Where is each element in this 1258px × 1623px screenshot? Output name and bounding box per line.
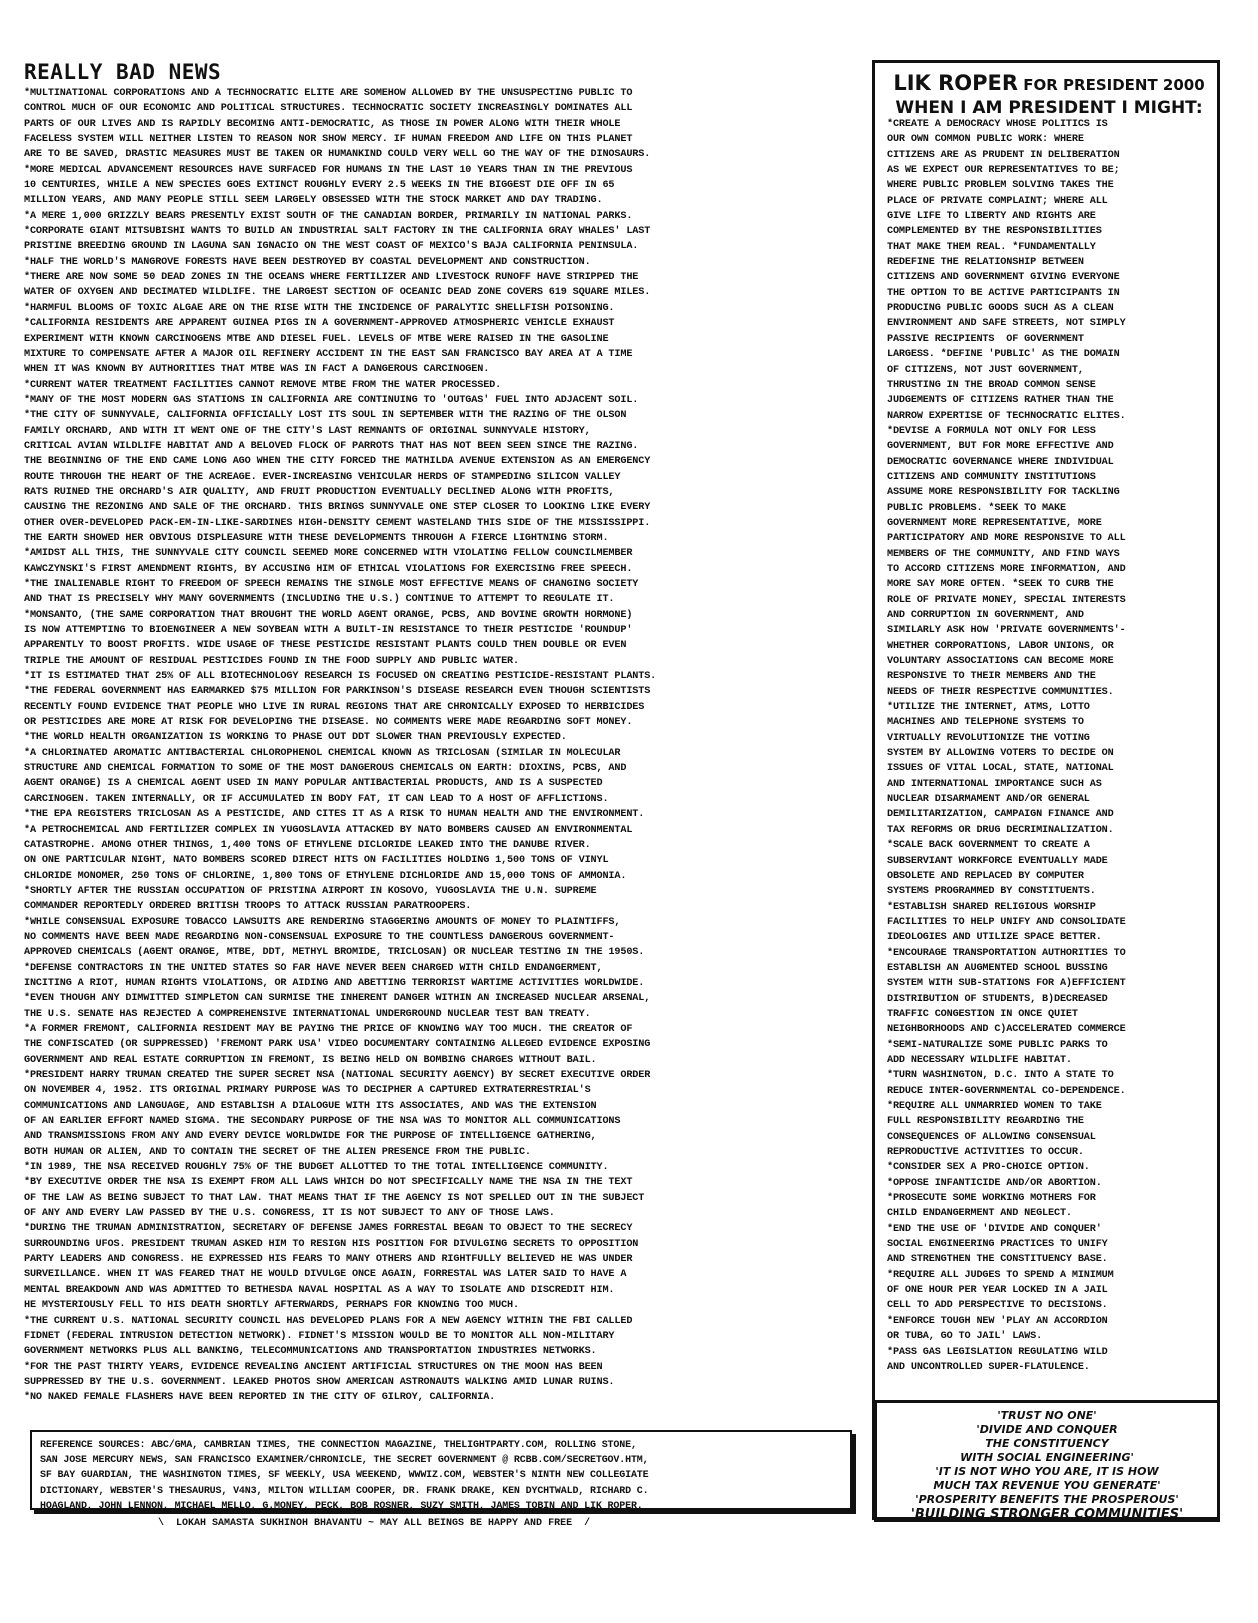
news-line: APPROVED CHEMICALS (AGENT ORANGE, MTBE, DDT, METHYL BROMIDE, TRICLOSAN) OR NUCLEAR TESTING IN THE 1950S.: [24, 947, 645, 959]
platform-line: TO ACCORD CITIZENS MORE INFORMATION, AND: [887, 563, 1126, 575]
platform-list: [887, 117, 1215, 1375]
platform-line: IDEOLOGIES AND UTILIZE SPACE BETTER.: [887, 932, 1102, 944]
campaign-title-rest: FOR PRESIDENT 2000: [1018, 76, 1205, 94]
news-line: AND THAT IS PRECISELY WHY MANY GOVERNMENTS (INCLUDING THE U.S.) CONTINUE TO ATTEMPT TO REGULATE IT.: [24, 594, 615, 606]
news-line: *DURING THE TRUMAN ADMINISTRATION, SECRETARY OF DEFENSE JAMES FORRESTAL BEGAN TO OBJECT TO THE SECRECY: [24, 1223, 633, 1235]
news-line: PARTS OF OUR LIVES AND IS RAPIDLY BECOMING ANTI-DEMOCRATIC, AS THOSE IN POWER ALONG WITH THEIR WHOLE: [24, 118, 621, 130]
platform-line: OR TUBA, GO TO JAIL' LAWS.: [887, 1331, 1043, 1343]
platform-line: SYSTEMS PROGRAMMED BY CONSTITUENTS.: [887, 886, 1096, 898]
reference-line: DICTIONARY, WEBSTER'S THESAURUS, V4N3, MILTON WILLIAM COOPER, DR. FRANK DRAKE, KEN DYCHTWALD, RICHARD C.: [40, 1485, 649, 1497]
news-line: *MONSANTO, (THE SAME CORPORATION THAT BROUGHT THE WORLD AGENT ORANGE, PCBS, AND BOVINE GROWTH HORMONE): [24, 609, 633, 621]
news-line: COMMUNICATIONS AND LANGUAGE, AND ESTABLISH A DIALOGUE WITH ITS ASSOCIATES, AND WAS THE EXTENSION: [24, 1100, 597, 1112]
platform-line: ESTABLISH AN AUGMENTED SCHOOL BUSSING: [887, 962, 1108, 974]
news-line: *SHORTLY AFTER THE RUSSIAN OCCUPATION OF PRISTINA AIRPORT IN KOSOVO, YUGOSLAVIA THE U.N. SUPREME: [24, 885, 597, 897]
platform-line: SUBSERVIANT WORKFORCE EVENTUALLY MADE: [887, 855, 1108, 867]
news-line: ROUTE THROUGH THE HEART OF THE ACREAGE. EVER-INCREASING VEHICULAR HERDS OF STAMPEDING SILICON VALLEY: [24, 471, 621, 483]
platform-line: OF CITIZENS, NOT JUST GOVERNMENT,: [887, 364, 1084, 376]
platform-line: PLACE OF PRIVATE COMPLAINT; WHERE ALL: [887, 195, 1108, 207]
news-line: ON NOVEMBER 4, 1952. ITS ORIGINAL PRIMARY PURPOSE WAS TO DECIPHER A CAPTURED EXTRATERRESTRIAL'S: [24, 1085, 591, 1097]
news-line: *HARMFUL BLOOMS OF TOXIC ALGAE ARE ON THE RISE WITH THE INCIDENCE OF PARALYTIC SHELLFISH POISONING.: [24, 302, 615, 314]
platform-line: TRAFFIC CONGESTION IN ONCE QUIET: [887, 1008, 1078, 1020]
reference-line: HOAGLAND, JOHN LENNON, MICHAEL MELLO, G.MONEY, PECK, BOB ROSNER, SUZY SMITH, JAMES TOBIN AND LIK ROPER.: [40, 1500, 643, 1512]
platform-line: NEEDS OF THEIR RESPECTIVE COMMUNITIES.: [887, 686, 1114, 698]
platform-line: NARROW EXPERTISE OF TECHNOCRATIC ELITES.: [887, 410, 1126, 422]
platform-line: LARGESS. *DEFINE 'PUBLIC' AS THE DOMAIN: [887, 349, 1120, 361]
news-line: *A MERE 1,000 GRIZZLY BEARS PRESENTLY EXIST SOUTH OF THE CANADIAN BORDER, PRIMARILY IN NATIONAL PARKS.: [24, 210, 633, 222]
candidate-name: LIK ROPER: [893, 71, 1019, 95]
news-line: *FOR THE PAST THIRTY YEARS, EVIDENCE REVEALING ANCIENT ARTIFICIAL STRUCTURES ON THE MOON HAS BEEN: [24, 1361, 603, 1373]
news-line: WHEN IT WAS KNOWN BY AUTHORITIES THAT MTBE WAS IN FACT A DANGEROUS CARCINOGEN.: [24, 364, 490, 376]
platform-line: AND UNCONTROLLED SUPER-FLATULENCE.: [887, 1361, 1090, 1373]
news-line: OTHER OVER-DEVELOPED PACK-EM-IN-LIKE-SARDINES HIGH-DENSITY CEMENT WASTELAND THIS SIDE OF THE MISSISSIPPI.: [24, 517, 651, 529]
platform-line: *UTILIZE THE INTERNET, ATMS, LOTTO: [887, 702, 1090, 714]
sidebar-header: [889, 71, 1209, 119]
platform-line: CITIZENS ARE AS PRUDENT IN DELIBERATION: [887, 149, 1120, 161]
platform-line: *CONSIDER SEX A PRO-CHOICE OPTION.: [887, 1162, 1090, 1174]
news-line: *MULTINATIONAL CORPORATIONS AND A TECHNOCRATIC ELITE ARE SOMEHOW ALLOWED BY THE UNSUSPECTING PUBLIC TO: [24, 88, 633, 99]
platform-line: THE OPTION TO BE ACTIVE PARTICIPANTS IN: [887, 287, 1120, 299]
news-line: EXPERIMENT WITH KNOWN CARCINOGENS MTBE AND DIESEL FUEL. LEVELS OF MTBE WERE RAISED IN THE GASOLINE: [24, 333, 609, 345]
reference-sources-box: [30, 1430, 852, 1510]
news-line: INCITING A RIOT, HUMAN RIGHTS VIOLATIONS, OR AIDING AND ABETTING TERRORIST WARTIME ACTIVITIES WORLDWIDE.: [24, 977, 645, 989]
platform-line: SYSTEM WITH SUB-STATIONS FOR A)EFFICIENT: [887, 978, 1126, 990]
news-line: CRITICAL AVIAN WILDLIFE HABITAT AND A BELOVED FLOCK OF PARROTS THAT HAS NOT BEEN SEEN SINCE THE RAZING.: [24, 440, 639, 452]
news-line: *EVEN THOUGH ANY DIMWITTED SIMPLETON CAN SURMISE THE INHERENT DANGER WITHIN AN INCREASED NUCLEAR ARSENAL,: [24, 993, 651, 1005]
platform-line: SYSTEM BY ALLOWING VOTERS TO DECIDE ON: [887, 748, 1114, 760]
news-line: MIXTURE TO COMPENSATE AFTER A MAJOR OIL REFINERY ACCIDENT IN THE EAST SAN FRANCISCO BAY AREA AT A TIME: [24, 348, 633, 360]
news-body: [24, 86, 860, 1406]
news-line: *THE INALIENABLE RIGHT TO FREEDOM OF SPEECH REMAINS THE SINGLE MOST EFFECTIVE MEANS OF CHANGING SOCIETY: [24, 579, 639, 590]
platform-line: CHILD ENDANGERMENT AND NEGLECT.: [887, 1208, 1072, 1220]
platform-line: REDUCE INTER-GOVERNMENTAL CO-DEPENDENCE.: [887, 1085, 1126, 1097]
platform-line: *END THE USE OF 'DIVIDE AND CONQUER': [887, 1223, 1102, 1235]
platform-line: *ENFORCE TOUGH NEW 'PLAY AN ACCORDION: [887, 1315, 1108, 1327]
news-line: *THE EPA REGISTERS TRICLOSAN AS A PESTICIDE, AND CITES IT AS A RISK TO HUMAN HEALTH AND THE ENVIRONMENT.: [24, 809, 645, 821]
news-line: PARTY LEADERS AND CONGRESS. HE EXPRESSED HIS FEARS TO MANY OTHERS AND RIGHTFULLY BELIEVED HE WAS UNDER: [24, 1254, 633, 1266]
platform-line: PASSIVE RECIPIENTS OF GOVERNMENT: [887, 333, 1084, 345]
platform-line: REPRODUCTIVE ACTIVITIES TO OCCUR.: [887, 1147, 1084, 1159]
news-line: *THE CURRENT U.S. NATIONAL SECURITY COUNCIL HAS DEVELOPED PLANS FOR A NEW AGENCY WITHIN THE FBI CALLED: [24, 1315, 633, 1327]
platform-line: WHERE PUBLIC PROBLEM SOLVING TAKES THE: [887, 180, 1114, 192]
news-line: THE EARTH SHOWED HER OBVIOUS DISPLEASURE WITH THESE DEVELOPMENTS THROUGH A FIERCE LIGHTNING STORM.: [24, 532, 609, 544]
footer-motto: \ LOKAH SAMASTA SUKHINOH BHAVANTU ~ MAY ALL BEINGS BE HAPPY AND FREE /: [158, 1518, 591, 1529]
platform-line: OBSOLETE AND REPLACED BY COMPUTER: [887, 870, 1084, 882]
platform-line: *SEMI-NATURALIZE SOME PUBLIC PARKS TO: [887, 1039, 1108, 1051]
platform-line: SOCIAL ENGINEERING PRACTICES TO UNIFY: [887, 1239, 1108, 1251]
platform-line: AND INTERNATIONAL IMPORTANCE SUCH AS: [887, 778, 1102, 790]
news-line: ARE TO BE SAVED, DRASTIC MEASURES MUST BE TAKEN OR HUMANKIND COULD VERY WELL GO THE WAY OF THE DINOSAURS.: [24, 149, 651, 161]
news-line: SURVEILLANCE. WHEN IT WAS FEARED THAT HE WOULD DIVULGE ONCE AGAIN, FORRESTAL WAS LATER SAID TO HAVE A: [24, 1269, 627, 1281]
page-title: REALLY BAD NEWS: [24, 60, 222, 84]
platform-line: *REQUIRE ALL JUDGES TO SPEND A MINIMUM: [887, 1269, 1114, 1281]
news-line: FIDNET (FEDERAL INTRUSION DETECTION NETWORK). FIDNET'S MISSION WOULD BE TO MONITOR ALL NON-MILITARY: [24, 1330, 615, 1342]
platform-line: ISSUES OF VITAL LOCAL, STATE, NATIONAL: [887, 763, 1114, 775]
news-line: THE U.S. SENATE HAS REJECTED A COMPREHENSIVE INTERNATIONAL UNDERGROUND NUCLEAR TEST BAN TREATY.: [24, 1008, 591, 1020]
news-line: *IN 1989, THE NSA RECEIVED ROUGHLY 75% OF THE BUDGET ALLOTTED TO THE TOTAL INTELLIGENCE COMMUNITY.: [24, 1162, 609, 1174]
news-line: ON ONE PARTICULAR NIGHT, NATO BOMBERS SCORED DIRECT HITS ON FACILITIES HOLDING 1,500 TONS OF VINYL: [24, 855, 609, 867]
news-line: 10 CENTURIES, WHILE A NEW SPECIES GOES EXTINCT ROUGHLY EVERY 2.5 WEEKS IN THE BIGGEST DIE OFF IN 65: [24, 180, 615, 192]
platform-line: DEMOCRATIC GOVERNANCE WHERE INDIVIDUAL: [887, 456, 1114, 468]
platform-line: *TURN WASHINGTON, D.C. INTO A STATE TO: [887, 1070, 1114, 1082]
news-line: CONTROL MUCH OF OUR ECONOMIC AND POLITICAL STRUCTURES. TECHNOCRATIC SOCIETY INCREASINGLY DOMINATES ALL: [24, 103, 633, 115]
news-line: MILLION YEARS, AND MANY PEOPLE STILL SEEM LARGELY OBSESSED WITH THE STOCK MARKET AND DAY TRADING.: [24, 195, 603, 207]
reference-line: SF BAY GUARDIAN, THE WASHINGTON TIMES, SF WEEKLY, USA WEEKEND, WWWIZ.COM, WEBSTER'S NINTH NEW COLLEGIATE: [40, 1470, 649, 1482]
news-line: *HALF THE WORLD'S MANGROVE FORESTS HAVE BEEN DESTROYED BY COASTAL DEVELOPMENT AND CONSTRUCTION.: [24, 256, 591, 268]
news-line: *IT IS ESTIMATED THAT 25% OF ALL BIOTECHNOLOGY RESEARCH IS FOCUSED ON CREATING PESTICIDE-RESISTANT PLANTS.: [24, 671, 657, 683]
news-line: GOVERNMENT AND REAL ESTATE CORRUPTION IN FREMONT, IS BEING HELD ON BOMBING CHARGES WITHOUT BAIL.: [24, 1054, 597, 1066]
platform-line: *OPPOSE INFANTICIDE AND/OR ABORTION.: [887, 1177, 1102, 1189]
news-line: *WHILE CONSENSUAL EXPOSURE TOBACCO LAWSUITS ARE RENDERING STAGGERING AMOUNTS OF MONEY TO PLAINTIFFS,: [24, 916, 621, 928]
news-line: *DEFENSE CONTRACTORS IN THE UNITED STATES SO FAR HAVE NEVER BEEN CHARGED WITH CHILD ENDANGERMENT,: [24, 962, 603, 974]
platform-line: ENVIRONMENT AND SAFE STREETS, NOT SIMPLY: [887, 318, 1126, 330]
news-line: *A CHLORINATED AROMATIC ANTIBACTERIAL CHLOROPHENOL CHEMICAL KNOWN AS TRICLOSAN (SIMILAR IN MOLECULAR: [24, 747, 621, 759]
platform-line: FULL RESPONSIBILITY REGARDING THE: [887, 1116, 1084, 1128]
platform-line: NUCLEAR DISARMAMENT AND/OR GENERAL: [887, 794, 1090, 806]
news-line: *NO NAKED FEMALE FLASHERS HAVE BEEN REPORTED IN THE CITY OF GILROY, CALIFORNIA.: [24, 1392, 496, 1404]
platform-line: THAT MAKE THEM REAL. *FUNDAMENTALLY: [887, 241, 1096, 253]
news-line: FACELESS SYSTEM WILL NEITHER LISTEN TO REASON NOR SHOW MERCY. IF HUMAN FREEDOM AND LIFE ON THIS PLANET: [24, 134, 633, 146]
platform-line: PRODUCING PUBLIC GOODS SUCH AS A CLEAN: [887, 303, 1114, 315]
platform-line: VOLUNTARY ASSOCIATIONS CAN BECOME MORE: [887, 656, 1114, 668]
news-line: *AMIDST ALL THIS, THE SUNNYVALE CITY COUNCIL SEEMED MORE CONCERNED WITH VIOLATING FELLOW COUNCILMEMBER: [24, 548, 633, 560]
news-line: TRIPLE THE AMOUNT OF RESIDUAL PESTICIDES FOUND IN THE FOOD SUPPLY AND PUBLIC WATER.: [24, 655, 519, 667]
platform-line: PUBLIC PROBLEMS. *SEEK TO MAKE: [887, 502, 1066, 514]
news-line: FAMILY ORCHARD, AND WITH IT WENT ONE OF THE CITY'S LAST REMNANTS OF ORIGINAL SUNNYVALE HISTORY,: [24, 425, 591, 437]
platform-line: AND STRENGTHEN THE CONSTITUENCY BASE.: [887, 1254, 1108, 1266]
platform-line: ASSUME MORE RESPONSIBILITY FOR TACKLING: [887, 487, 1120, 499]
news-line: THE CONFISCATED (OR SUPPRESSED) 'FREMONT PARK USA' VIDEO DOCUMENTARY CONTAINING ALLEGED EVIDENCE EXPOSING: [24, 1039, 651, 1051]
news-line: CAUSING THE REZONING AND SALE OF THE ORCHARD. THIS BRINGS SUNNYVALE ONE STEP CLOSER TO LOOKING LIKE EVERY: [24, 502, 651, 514]
platform-line: MEMBERS OF THE COMMUNITY, AND FIND WAYS: [887, 548, 1120, 560]
platform-line: CITIZENS AND COMMUNITY INSTITUTIONS: [887, 471, 1096, 483]
news-line: HE MYSTERIOUSLY FELL TO HIS DEATH SHORTLY AFTERWARDS, PERHAPS FOR KNOWING TOO MUCH.: [24, 1300, 519, 1312]
slogan-line: WITH SOCIAL ENGINEERING': [960, 1451, 1134, 1464]
news-line: RECENTLY FOUND EVIDENCE THAT PEOPLE WHO LIVE IN RURAL REGIONS THAT ARE CHRONICALLY EXPOSED TO HERBICIDES: [24, 701, 645, 713]
platform-line: *ESTABLISH SHARED RELIGIOUS WORSHIP: [887, 901, 1096, 913]
slogan-line: 'PROSPERITY BENEFITS THE PROSPEROUS': [915, 1493, 1179, 1506]
platform-line: GOVERNMENT MORE REPRESENTATIVE, MORE: [887, 517, 1102, 529]
news-line: *A PETROCHEMICAL AND FERTILIZER COMPLEX IN YUGOSLAVIA ATTACKED BY NATO BOMBERS CAUSED AN ENVIRONMENTAL: [24, 824, 633, 836]
platform-line: MORE SAY MORE OFTEN. *SEEK TO CURB THE: [887, 579, 1114, 591]
slogan-line: 'DIVIDE AND CONQUER: [976, 1423, 1118, 1436]
platform-line: OUR OWN COMMON PUBLIC WORK: WHERE: [887, 134, 1084, 146]
platform-line: JUDGEMENTS OF CITIZENS RATHER THAN THE: [887, 395, 1114, 407]
platform-line: *CREATE A DEMOCRACY WHOSE POLITICS IS: [887, 119, 1108, 130]
platform-line: REDEFINE THE RELATIONSHIP BETWEEN: [887, 257, 1084, 269]
slogan-line: 'IT IS NOT WHO YOU ARE, IT IS HOW: [935, 1465, 1159, 1478]
platform-line: CITIZENS AND GOVERNMENT GIVING EVERYONE: [887, 272, 1120, 284]
platform-line: TAX REFORMS OR DRUG DECRIMINALIZATION.: [887, 824, 1114, 836]
news-line: OF THE LAW AS BEING SUBJECT TO THAT LAW. THAT MEANS THAT IF THE AGENCY IS NOT SPELLED OUT IN THE SUBJECT: [24, 1192, 645, 1204]
platform-line: *REQUIRE ALL UNMARRIED WOMEN TO TAKE: [887, 1101, 1102, 1112]
news-line: KAWCZYNSKI'S FIRST AMENDMENT RIGHTS, BY ACCUSING HIM OF ETHICAL VIOLATIONS FOR EXERCISING FREE SPEECH.: [24, 563, 633, 575]
news-line: *BY EXECUTIVE ORDER THE NSA IS EXEMPT FROM ALL LAWS WHICH DO NOT SPECIFICALLY NAME THE NSA IN THE TEXT: [24, 1177, 633, 1189]
campaign-title: [889, 71, 1209, 97]
news-line: OR PESTICIDES ARE MORE AT RISK FOR DEVELOPING THE DISEASE. NO COMMENTS WERE MADE REGARDING SOFT MONEY.: [24, 717, 633, 729]
news-line: NO COMMENTS HAVE BEEN MADE REGARDING NON-CONSENSUAL EXPOSURE TO THE COUNTLESS DANGEROUS GOVERNMENT-: [24, 931, 615, 943]
news-line: COMMANDER REPORTEDLY ORDERED BRITISH TROOPS TO ATTACK RUSSIAN PARATROOPERS.: [24, 901, 472, 913]
news-line: AND TRANSMISSIONS FROM ANY AND EVERY DEVICE WORLDWIDE FOR THE PURPOSE OF INTELLIGENCE GATHERING,: [24, 1131, 597, 1143]
platform-line: COMPLEMENTED BY THE RESPONSIBILITIES: [887, 226, 1102, 238]
platform-line: GIVE LIFE TO LIBERTY AND RIGHTS ARE: [887, 211, 1096, 223]
news-line: SURROUNDING UFOS. PRESIDENT TRUMAN ASKED HIM TO RESIGN HIS POSITION FOR DIVULGING SECRETS TO OPPOSITION: [24, 1238, 639, 1250]
platform-line: AND CORRUPTION IN GOVERNMENT, AND: [887, 610, 1084, 621]
news-line: APPARENTLY TO BOOST PROFITS. WIDE USAGE OF THESE PESTICIDE RESISTANT PLANTS COULD THEN DOUBLE OR EVEN: [24, 640, 627, 652]
news-line: *PRESIDENT HARRY TRUMAN CREATED THE SUPER SECRET NSA (NATIONAL SECURITY AGENCY) BY SECRET EXECUTIVE ORDER: [24, 1070, 651, 1081]
news-line: *THE FEDERAL GOVERNMENT HAS EARMARKED $75 MILLION FOR PARKINSON'S DISEASE RESEARCH EVEN THOUGH SCIENTISTS: [24, 686, 651, 698]
platform-line: OF ONE HOUR PER YEAR LOCKED IN A JAIL: [887, 1285, 1108, 1297]
news-line: CATASTROPHE. AMONG OTHER THINGS, 1,400 TONS OF ETHYLENE DICLORIDE LEAKED INTO THE DANUBE RIVER.: [24, 839, 591, 851]
news-line: SUPPRESSED BY THE U.S. GOVERNMENT. LEAKED PHOTOS SHOW AMERICAN ASTRONAUTS WALKING AMID LUNAR RUINS.: [24, 1376, 615, 1388]
news-line: *THE CITY OF SUNNYVALE, CALIFORNIA OFFICIALLY LOST ITS SOUL IN SEPTEMBER WITH THE RAZING OF THE OLSON: [24, 410, 627, 422]
news-line: OF AN EARLIER EFFORT NAMED SIGMA. THE SECONDARY PURPOSE OF THE NSA WAS TO MONITOR ALL COMMUNICATIONS: [24, 1116, 621, 1128]
platform-line: WHETHER CORPORATIONS, LABOR UNIONS, OR: [887, 640, 1114, 652]
slogan-line: 'BUILDING STRONGER COMMUNITIES': [910, 1507, 1184, 1522]
slogan-line: 'TRUST NO ONE': [997, 1409, 1097, 1422]
news-line: *THE WORLD HEALTH ORGANIZATION IS WORKING TO PHASE OUT DDT SLOWER THAN PREVIOUSLY EXPECTED.: [24, 732, 567, 744]
platform-line: ROLE OF PRIVATE MONEY, SPECIAL INTERESTS: [887, 594, 1126, 606]
news-line: *MORE MEDICAL ADVANCEMENT RESOURCES HAVE SURFACED FOR HUMANS IN THE LAST 10 YEARS THAN IN THE PREVIOUS: [24, 164, 633, 176]
platform-line: *ENCOURAGE TRANSPORTATION AUTHORITIES TO: [887, 947, 1126, 959]
platform-line: SIMILARLY ASK HOW 'PRIVATE GOVERNMENTS'-: [887, 625, 1126, 637]
news-line: STRUCTURE AND CHEMICAL FORMATION TO SOME OF THE MOST DANGEROUS CHEMICALS ON EARTH: DIOXINS, PCBS, AND: [24, 763, 627, 775]
platform-line: RESPONSIVE TO THEIR MEMBERS AND THE: [887, 671, 1096, 683]
news-line: *A FORMER FREMONT, CALIFORNIA RESIDENT MAY BE PAYING THE PRICE OF KNOWING WAY TOO MUCH. THE CREATOR OF: [24, 1023, 633, 1035]
slogan-line: MUCH TAX REVENUE YOU GENERATE': [933, 1479, 1161, 1492]
news-line: *CURRENT WATER TREATMENT FACILITIES CANNOT REMOVE MTBE FROM THE WATER PROCESSED.: [24, 379, 502, 391]
platform-line: DISTRIBUTION OF STUDENTS, B)DECREASED: [887, 993, 1108, 1005]
news-line: *CORPORATE GIANT MITSUBISHI WANTS TO BUILD AN INDUSTRIAL SALT FACTORY IN THE CALIFORNIA GRAY WHALES' LAST: [24, 226, 651, 238]
news-line: CHLORIDE MONOMER, 250 TONS OF CHLORINE, 1,800 TONS OF ETHYLENE DICHLORIDE AND 15,000 TONS OF AMMONIA.: [24, 870, 627, 882]
news-line: *MANY OF THE MOST MODERN GAS STATIONS IN CALIFORNIA ARE CONTINUING TO 'OUTGAS' FUEL INTO ADJACENT SOIL.: [24, 394, 639, 406]
reference-line: SAN JOSE MERCURY NEWS, SAN FRANCISCO EXAMINER/CHRONICLE, THE SECRET GOVERNMENT @ RCBB.COM/SECRETGOV.HTM,: [40, 1455, 649, 1467]
news-line: MENTAL BREAKDOWN AND WAS ADMITTED TO BETHESDA NAVAL HOSPITAL AS A WAY TO ISOLATE AND DISCREDIT HIM.: [24, 1284, 615, 1296]
news-line: AGENT ORANGE) IS A CHEMICAL AGENT USED IN MANY POPULAR ANTIBACTERIAL PRODUCTS, AND IS A SUSPECTED: [24, 778, 603, 790]
platform-line: DEMILITARIZATION, CAMPAIGN FINANCE AND: [887, 809, 1114, 821]
platform-line: *PASS GAS LEGISLATION REGULATING WILD: [887, 1346, 1108, 1358]
platform-line: *DEVISE A FORMULA NOT ONLY FOR LESS: [887, 425, 1096, 437]
news-line: OF ANY AND EVERY LAW PASSED BY THE U.S. CONGRESS, IT IS NOT SUBJECT TO ANY OF THOSE LAWS.: [24, 1208, 555, 1220]
reference-line: REFERENCE SOURCES: ABC/GMA, CAMBRIAN TIMES, THE CONNECTION MAGAZINE, THELIGHTPARTY.COM, ROLLING STONE,: [40, 1440, 637, 1451]
campaign-sidebar: [872, 60, 1220, 1520]
news-line: *CALIFORNIA RESIDENTS ARE APPARENT GUINEA PIGS IN A GOVERNMENT-APPROVED ATMOSPHERIC VEHICLE EXHAUST: [24, 318, 615, 330]
news-line: RATS RUINED THE ORCHARD'S AIR QUALITY, AND FRUIT PRODUCTION EVENTUALLY DECLINED ALONG WITH PROFITS,: [24, 486, 615, 498]
platform-line: FACILITIES TO HELP UNIFY AND CONSOLIDATE: [887, 916, 1126, 928]
news-line: BOTH HUMAN OR ALIEN, AND TO CONTAIN THE SECRET OF THE ALIEN PRESENCE FROM THE PUBLIC.: [24, 1146, 531, 1158]
news-line: THE BEGINNING OF THE END CAME LONG AGO WHEN THE CITY FORCED THE MATHILDA AVENUE EXTENSION AS AN EMERGENCY: [24, 456, 651, 468]
platform-line: VIRTUALLY REVOLUTIONIZE THE VOTING: [887, 732, 1090, 744]
platform-line: CONSEQUENCES OF ALLOWING CONSENSUAL: [887, 1131, 1096, 1143]
campaign-subtitle: WHEN I AM PRESIDENT I MIGHT:: [895, 98, 1203, 118]
platform-line: GOVERNMENT, BUT FOR MORE EFFECTIVE AND: [887, 441, 1114, 453]
platform-line: *PROSECUTE SOME WORKING MOTHERS FOR: [887, 1193, 1096, 1205]
platform-line: PARTICIPATORY AND MORE RESPONSIVE TO ALL: [887, 533, 1126, 545]
news-line: CARCINOGEN. TAKEN INTERNALLY, OR IF ACCUMULATED IN BODY FAT, IT CAN LEAD TO A HOST OF AFFLICTIONS.: [24, 793, 609, 805]
news-line: IS NOW ATTEMPTING TO BIOENGINEER A NEW SOYBEAN WITH A BUILT-IN RESISTANCE TO THEIR PESTICIDE 'ROUNDUP': [24, 625, 633, 637]
platform-line: CELL TO ADD PERSPECTIVE TO DECISIONS.: [887, 1300, 1108, 1312]
platform-line: THRUSTING IN THE BROAD COMMON SENSE: [887, 379, 1096, 391]
news-line: GOVERNMENT NETWORKS PLUS ALL BANKING, TELECOMMUNICATIONS AND TRANSPORTATION INDUSTRIES NETWORKS.: [24, 1346, 597, 1358]
platform-line: *SCALE BACK GOVERNMENT TO CREATE A: [887, 840, 1090, 852]
platform-line: MACHINES AND TELEPHONE SYSTEMS TO: [887, 717, 1084, 729]
platform-line: NEIGHBORHOODS AND C)ACCELERATED COMMERCE: [887, 1024, 1126, 1036]
news-line: *THERE ARE NOW SOME 50 DEAD ZONES IN THE OCEANS WHERE FERTILIZER AND LIVESTOCK RUNOFF HAVE STRIPPED THE: [24, 272, 639, 284]
slogan-box: [874, 1400, 1220, 1522]
platform-line: AS WE EXPECT OUR REPRESENTATIVES TO BE;: [887, 165, 1120, 177]
news-line: PRISTINE BREEDING GROUND IN LAGUNA SAN IGNACIO ON THE WEST COAST OF MEXICO'S BAJA CALIFORNIA PENINSULA.: [24, 241, 639, 253]
slogan-line: THE CONSTITUENCY: [985, 1437, 1109, 1450]
platform-line: ADD NECESSARY WILDLIFE HABITAT.: [887, 1054, 1072, 1066]
news-line: WATER OF OXYGEN AND DECIMATED WILDLIFE. THE LARGEST SECTION OF OCEANIC DEAD ZONE COVERS 619 SQUARE MILES.: [24, 287, 651, 299]
